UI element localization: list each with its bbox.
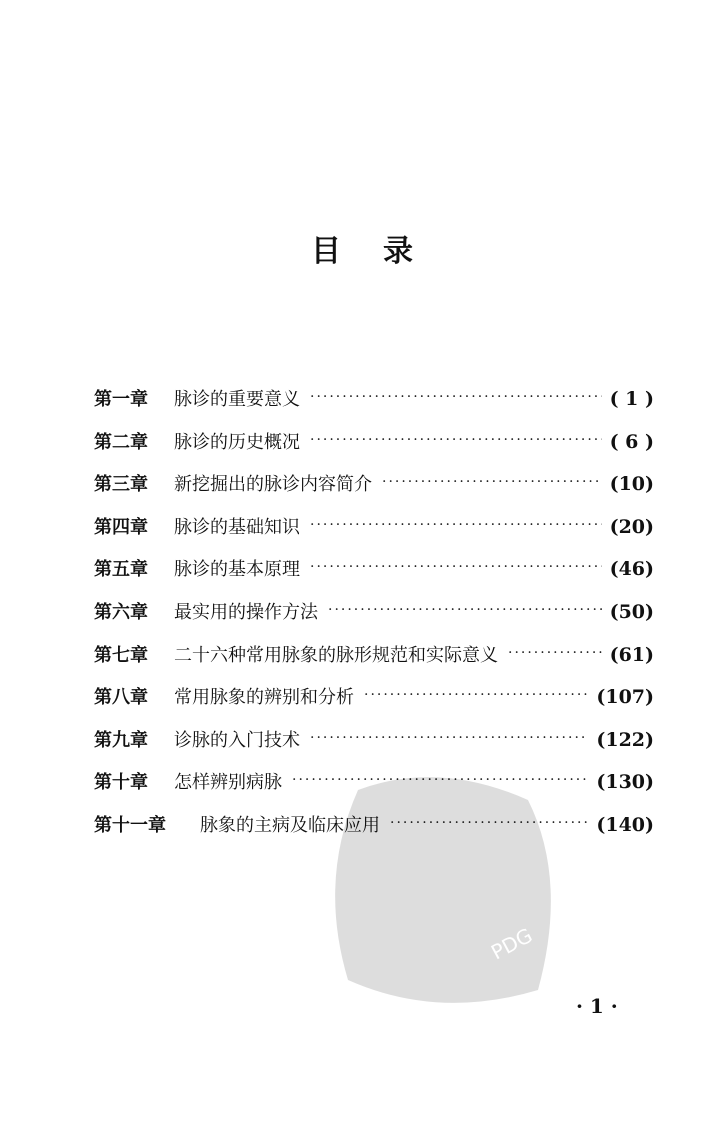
toc-title: 新挖掘出的脉诊内容简介 [174,474,372,496]
toc-leader-dots [328,589,602,632]
toc-chapter: 第十章 [94,772,148,794]
toc-page: (46) [609,558,654,581]
toc-leader-dots [310,376,602,419]
toc-row-4[interactable] [94,506,654,549]
toc-page: ( 6 ) [609,430,654,453]
toc-page: ( 1 ) [609,388,654,410]
page-number: · 1 · [576,994,618,1018]
title-char-2: 录 [383,234,415,269]
toc-chapter: 第十一章 [94,814,166,836]
toc-title: 诊脉的入门技术 [174,729,300,751]
toc-row-3[interactable] [94,463,654,506]
toc-page: (10) [609,473,654,496]
toc-title: 脉诊的基本原理 [174,559,300,581]
seal-stamp-icon [318,760,568,1020]
toc-chapter: 第四章 [94,516,148,538]
toc-row-7[interactable] [94,634,654,677]
toc-title: 脉象的主病及临床应用 [200,814,380,836]
toc-title: 脉诊的历史概况 [174,431,300,453]
toc-row-6[interactable] [94,591,654,634]
page-title [0,226,726,270]
toc-chapter: 第八章 [94,687,148,709]
toc-page: (20) [609,515,654,538]
toc-chapter: 第六章 [94,601,148,623]
toc-chapter: 第五章 [94,559,148,581]
toc-leader-dots [310,717,588,760]
toc-title: 脉诊的基础知识 [174,516,300,538]
title-char-1: 目 [311,234,343,269]
toc-page: (61) [609,643,654,666]
toc-row-1[interactable] [94,378,654,421]
toc-leader-dots [310,504,602,547]
toc-row-8[interactable] [94,676,654,719]
toc-title: 脉诊的重要意义 [174,389,300,410]
toc-chapter: 第七章 [94,644,148,666]
toc-title: 常用脉象的辨别和分析 [174,687,354,709]
toc-page: (107) [596,686,654,709]
toc-page: (140) [596,813,654,836]
toc-leader-dots [382,461,602,504]
toc-leader-dots [310,546,602,589]
toc-chapter: 第三章 [94,474,148,496]
toc-row-5[interactable] [94,548,654,591]
toc-title: 最实用的操作方法 [174,601,318,623]
watermark-pdg-text: PDG [487,923,537,965]
toc-page: (50) [609,600,654,623]
toc-leader-dots [364,674,588,717]
toc-row-2[interactable] [94,421,654,464]
toc-page: (122) [596,728,654,751]
toc-page: (130) [596,771,654,794]
toc-leader-dots [508,632,602,675]
toc-chapter: 第九章 [94,729,148,751]
toc-chapter: 第一章 [94,389,148,410]
toc-title: 怎样辨别病脉 [174,772,282,794]
toc-leader-dots [310,419,602,462]
toc-row-9[interactable] [94,719,654,762]
toc-chapter: 第二章 [94,431,148,453]
toc-title: 二十六种常用脉象的脉形规范和实际意义 [174,644,498,666]
